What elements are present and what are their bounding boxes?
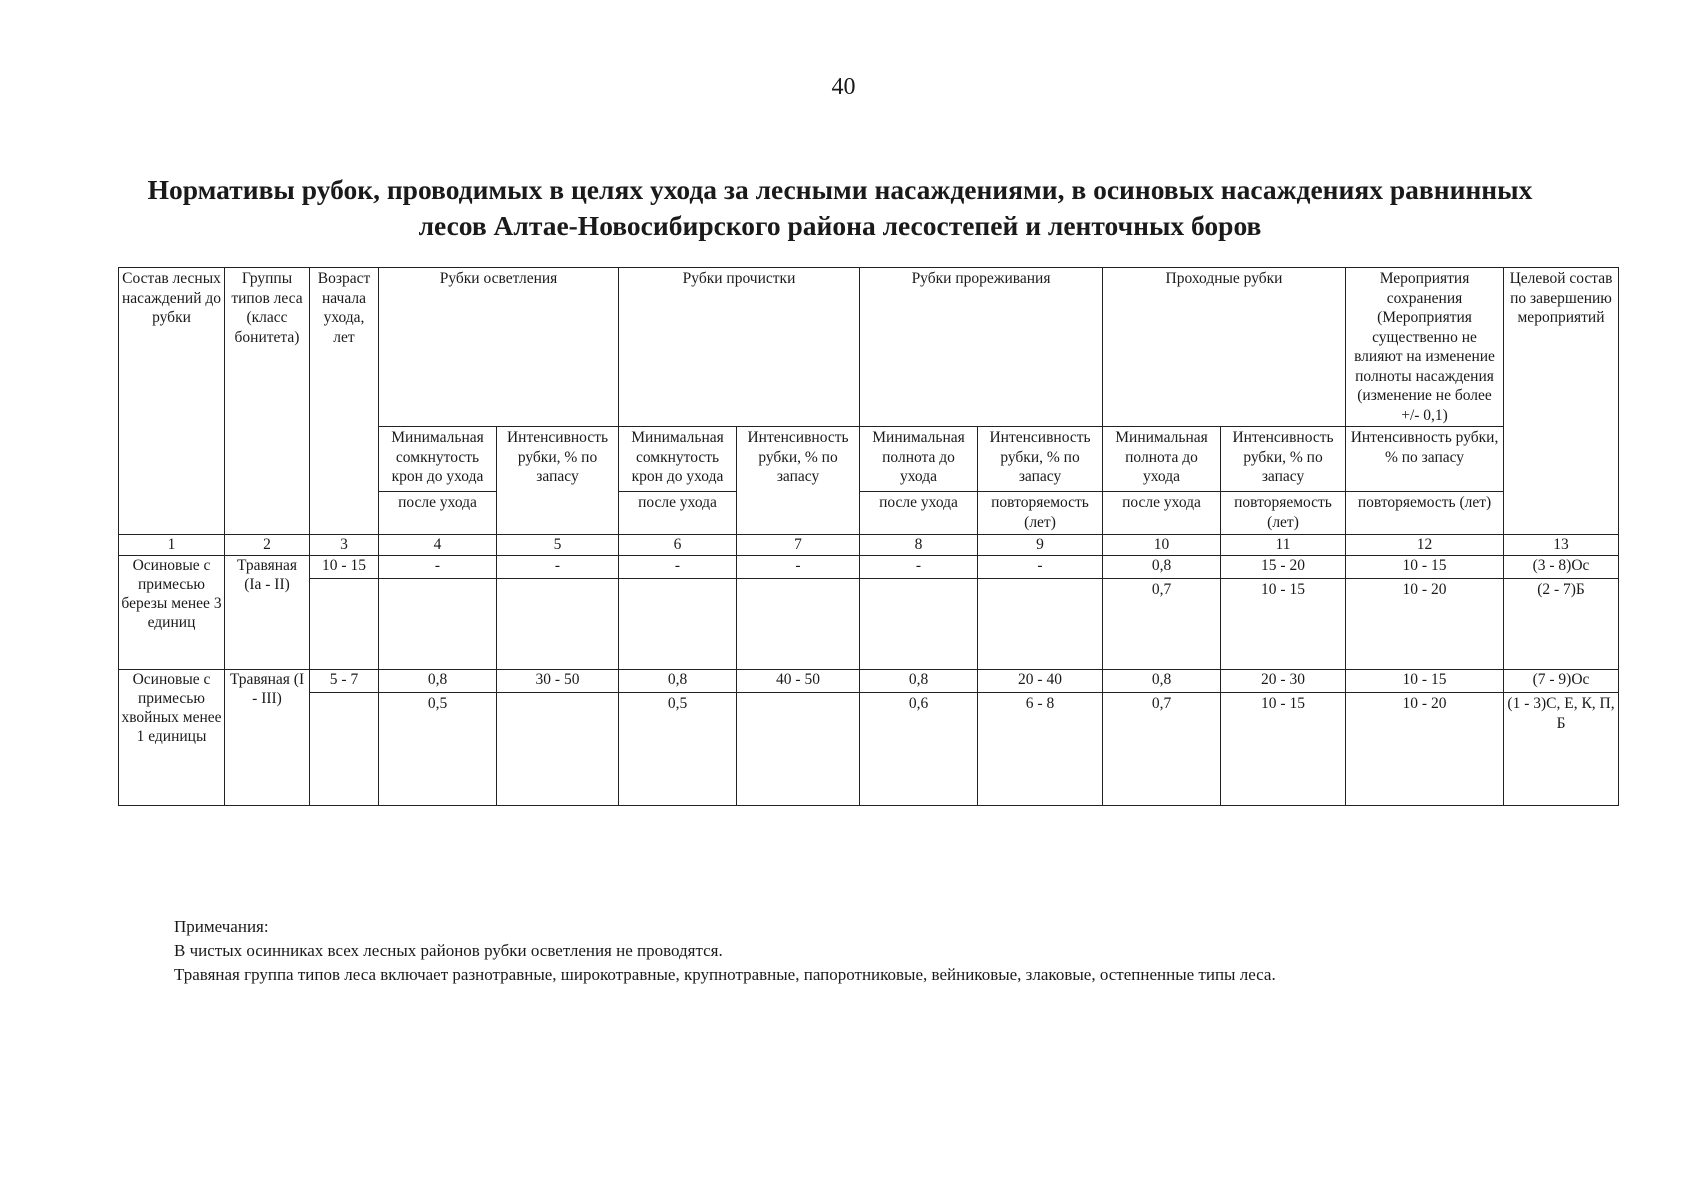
forest-group-cell: Травяная (I - III) (225, 670, 310, 806)
table-cell: 15 - 20 (1221, 556, 1346, 579)
header-row (119, 268, 1619, 427)
table-row (119, 693, 1619, 806)
table-cell: - (860, 556, 978, 579)
column-number: 3 (310, 535, 379, 556)
table-cell (737, 693, 860, 806)
table-cell: 10 - 20 (1346, 693, 1504, 806)
table-cell (860, 579, 978, 670)
table-cell (497, 693, 619, 806)
table-cell (978, 579, 1103, 670)
target-composition-cell: (1 - 3)С, Е, К, П, Б (1504, 693, 1619, 806)
column-number: 7 (737, 535, 860, 556)
table-cell: - (379, 556, 497, 579)
table-cell: 0,7 (1103, 693, 1221, 806)
header-composition: Состав лесных насаждений до рубки (119, 268, 225, 535)
header-thinning: Рубки прореживания (860, 268, 1103, 427)
composition-cell: Осиновые с примесью хвойных менее 1 единицы (119, 670, 225, 806)
table-cell: 0,5 (379, 693, 497, 806)
table-row (119, 670, 1619, 693)
table-cell: - (737, 556, 860, 579)
norms-table (118, 267, 1619, 806)
table-cell (737, 579, 860, 670)
table-cell: 10 - 15 (1346, 670, 1504, 693)
table-cell (497, 579, 619, 670)
column-numbers-row (119, 535, 1619, 556)
header-passage: Проходные рубки (1103, 268, 1346, 427)
notes-heading: Примечания: (174, 917, 269, 936)
column-number: 4 (379, 535, 497, 556)
column-number: 9 (978, 535, 1103, 556)
column-number: 11 (1221, 535, 1346, 556)
header-min-closure-6: Минимальная сомкнутость крон до ухода (619, 427, 737, 492)
table-row (119, 579, 1619, 670)
document-title (100, 172, 1580, 244)
table-cell: 40 - 50 (737, 670, 860, 693)
column-number: 1 (119, 535, 225, 556)
header-repeat-12: повторяемость (лет) (1346, 492, 1504, 535)
table-cell: 0,8 (619, 670, 737, 693)
table-cell (619, 579, 737, 670)
table-cell: 10 - 15 (1221, 693, 1346, 806)
table-cell: - (619, 556, 737, 579)
table-cell: 0,8 (860, 670, 978, 693)
table-cell: 0,8 (379, 670, 497, 693)
header-after-care-10: после ухода (1103, 492, 1221, 535)
header-after-care-8: после ухода (860, 492, 978, 535)
table-cell: 0,8 (1103, 556, 1221, 579)
table-cell: 30 - 50 (497, 670, 619, 693)
table-cell: 10 - 20 (1346, 579, 1504, 670)
table-cell (310, 579, 379, 670)
header-intensity-12: Интенсивность рубки, % по запасу (1346, 427, 1504, 492)
table-cell: 20 - 30 (1221, 670, 1346, 693)
title-line-2: лесов Алтае-Новосибирского района лесостепей и ленточных боров (418, 210, 1262, 241)
header-target-composition: Целевой состав по завершению мероприятий (1504, 268, 1619, 535)
table-cell: 10 - 15 (1221, 579, 1346, 670)
notes-line-1: В чистых осинниках всех лесных районов рубки осветления не проводятся. (174, 941, 723, 960)
column-number: 10 (1103, 535, 1221, 556)
header-intensity-11: Интенсивность рубки, % по запасу (1221, 427, 1346, 492)
title-line-1: Нормативы рубок, проводимых в целях ухода за лесными насаждениями, в осиновых насаждениях равнинных (147, 174, 1533, 205)
header-clarification: Рубки осветления (379, 268, 619, 427)
start-age-cell: 5 - 7 (310, 670, 379, 693)
column-number: 13 (1504, 535, 1619, 556)
column-number: 5 (497, 535, 619, 556)
target-composition-cell: (2 - 7)Б (1504, 579, 1619, 670)
forest-group-cell: Травяная (Ia - II) (225, 556, 310, 670)
notes-line-2: Травяная группа типов леса включает разнотравные, широкотравные, крупнотравные, папоротниковые, вейниковые, злаковые, остепненные типы леса. (174, 965, 1276, 984)
target-composition-cell: (3 - 8)Ос (1504, 556, 1619, 579)
table-cell: 0,7 (1103, 579, 1221, 670)
composition-cell: Осиновые с примесью березы менее 3 единиц (119, 556, 225, 670)
table-cell (379, 579, 497, 670)
header-forest-type-groups: Группы типов леса (класс бонитета) (225, 268, 310, 535)
target-composition-cell: (7 - 9)Ос (1504, 670, 1619, 693)
start-age-cell: 10 - 15 (310, 556, 379, 579)
column-number: 2 (225, 535, 310, 556)
header-intensity-7: Интенсивность рубки, % по запасу (737, 427, 860, 535)
header-cleaning: Рубки прочистки (619, 268, 860, 427)
table-row (119, 556, 1619, 579)
header-repeat-9: повторяемость (лет) (978, 492, 1103, 535)
column-number: 8 (860, 535, 978, 556)
header-intensity-9: Интенсивность рубки, % по запасу (978, 427, 1103, 492)
table-cell: 0,8 (1103, 670, 1221, 693)
header-min-density-10: Минимальная полнота до ухода (1103, 427, 1221, 492)
table-cell: 0,5 (619, 693, 737, 806)
table-cell: 20 - 40 (978, 670, 1103, 693)
header-after-care-4: после ухода (379, 492, 497, 535)
column-number: 12 (1346, 535, 1504, 556)
notes (174, 915, 1574, 987)
header-repeat-11: повторяемость (лет) (1221, 492, 1346, 535)
header-intensity-5: Интенсивность рубки, % по запасу (497, 427, 619, 535)
table-cell (310, 693, 379, 806)
header-min-density-8: Минимальная полнота до ухода (860, 427, 978, 492)
header-start-age: Возраст начала ухода, лет (310, 268, 379, 535)
table-cell: 6 - 8 (978, 693, 1103, 806)
header-min-closure-4: Минимальная сомкнутость крон до ухода (379, 427, 497, 492)
table-cell: 10 - 15 (1346, 556, 1504, 579)
table-cell: - (497, 556, 619, 579)
header-after-care-6: после ухода (619, 492, 737, 535)
header-preservation: Мероприятия сохранения (Мероприятия существенно не влияют на изменение полноты насаждения (изменение не более +/- 0,1) (1346, 268, 1504, 427)
page-number: 40 (831, 74, 856, 100)
table-cell: 0,6 (860, 693, 978, 806)
column-number: 6 (619, 535, 737, 556)
table-cell: - (978, 556, 1103, 579)
